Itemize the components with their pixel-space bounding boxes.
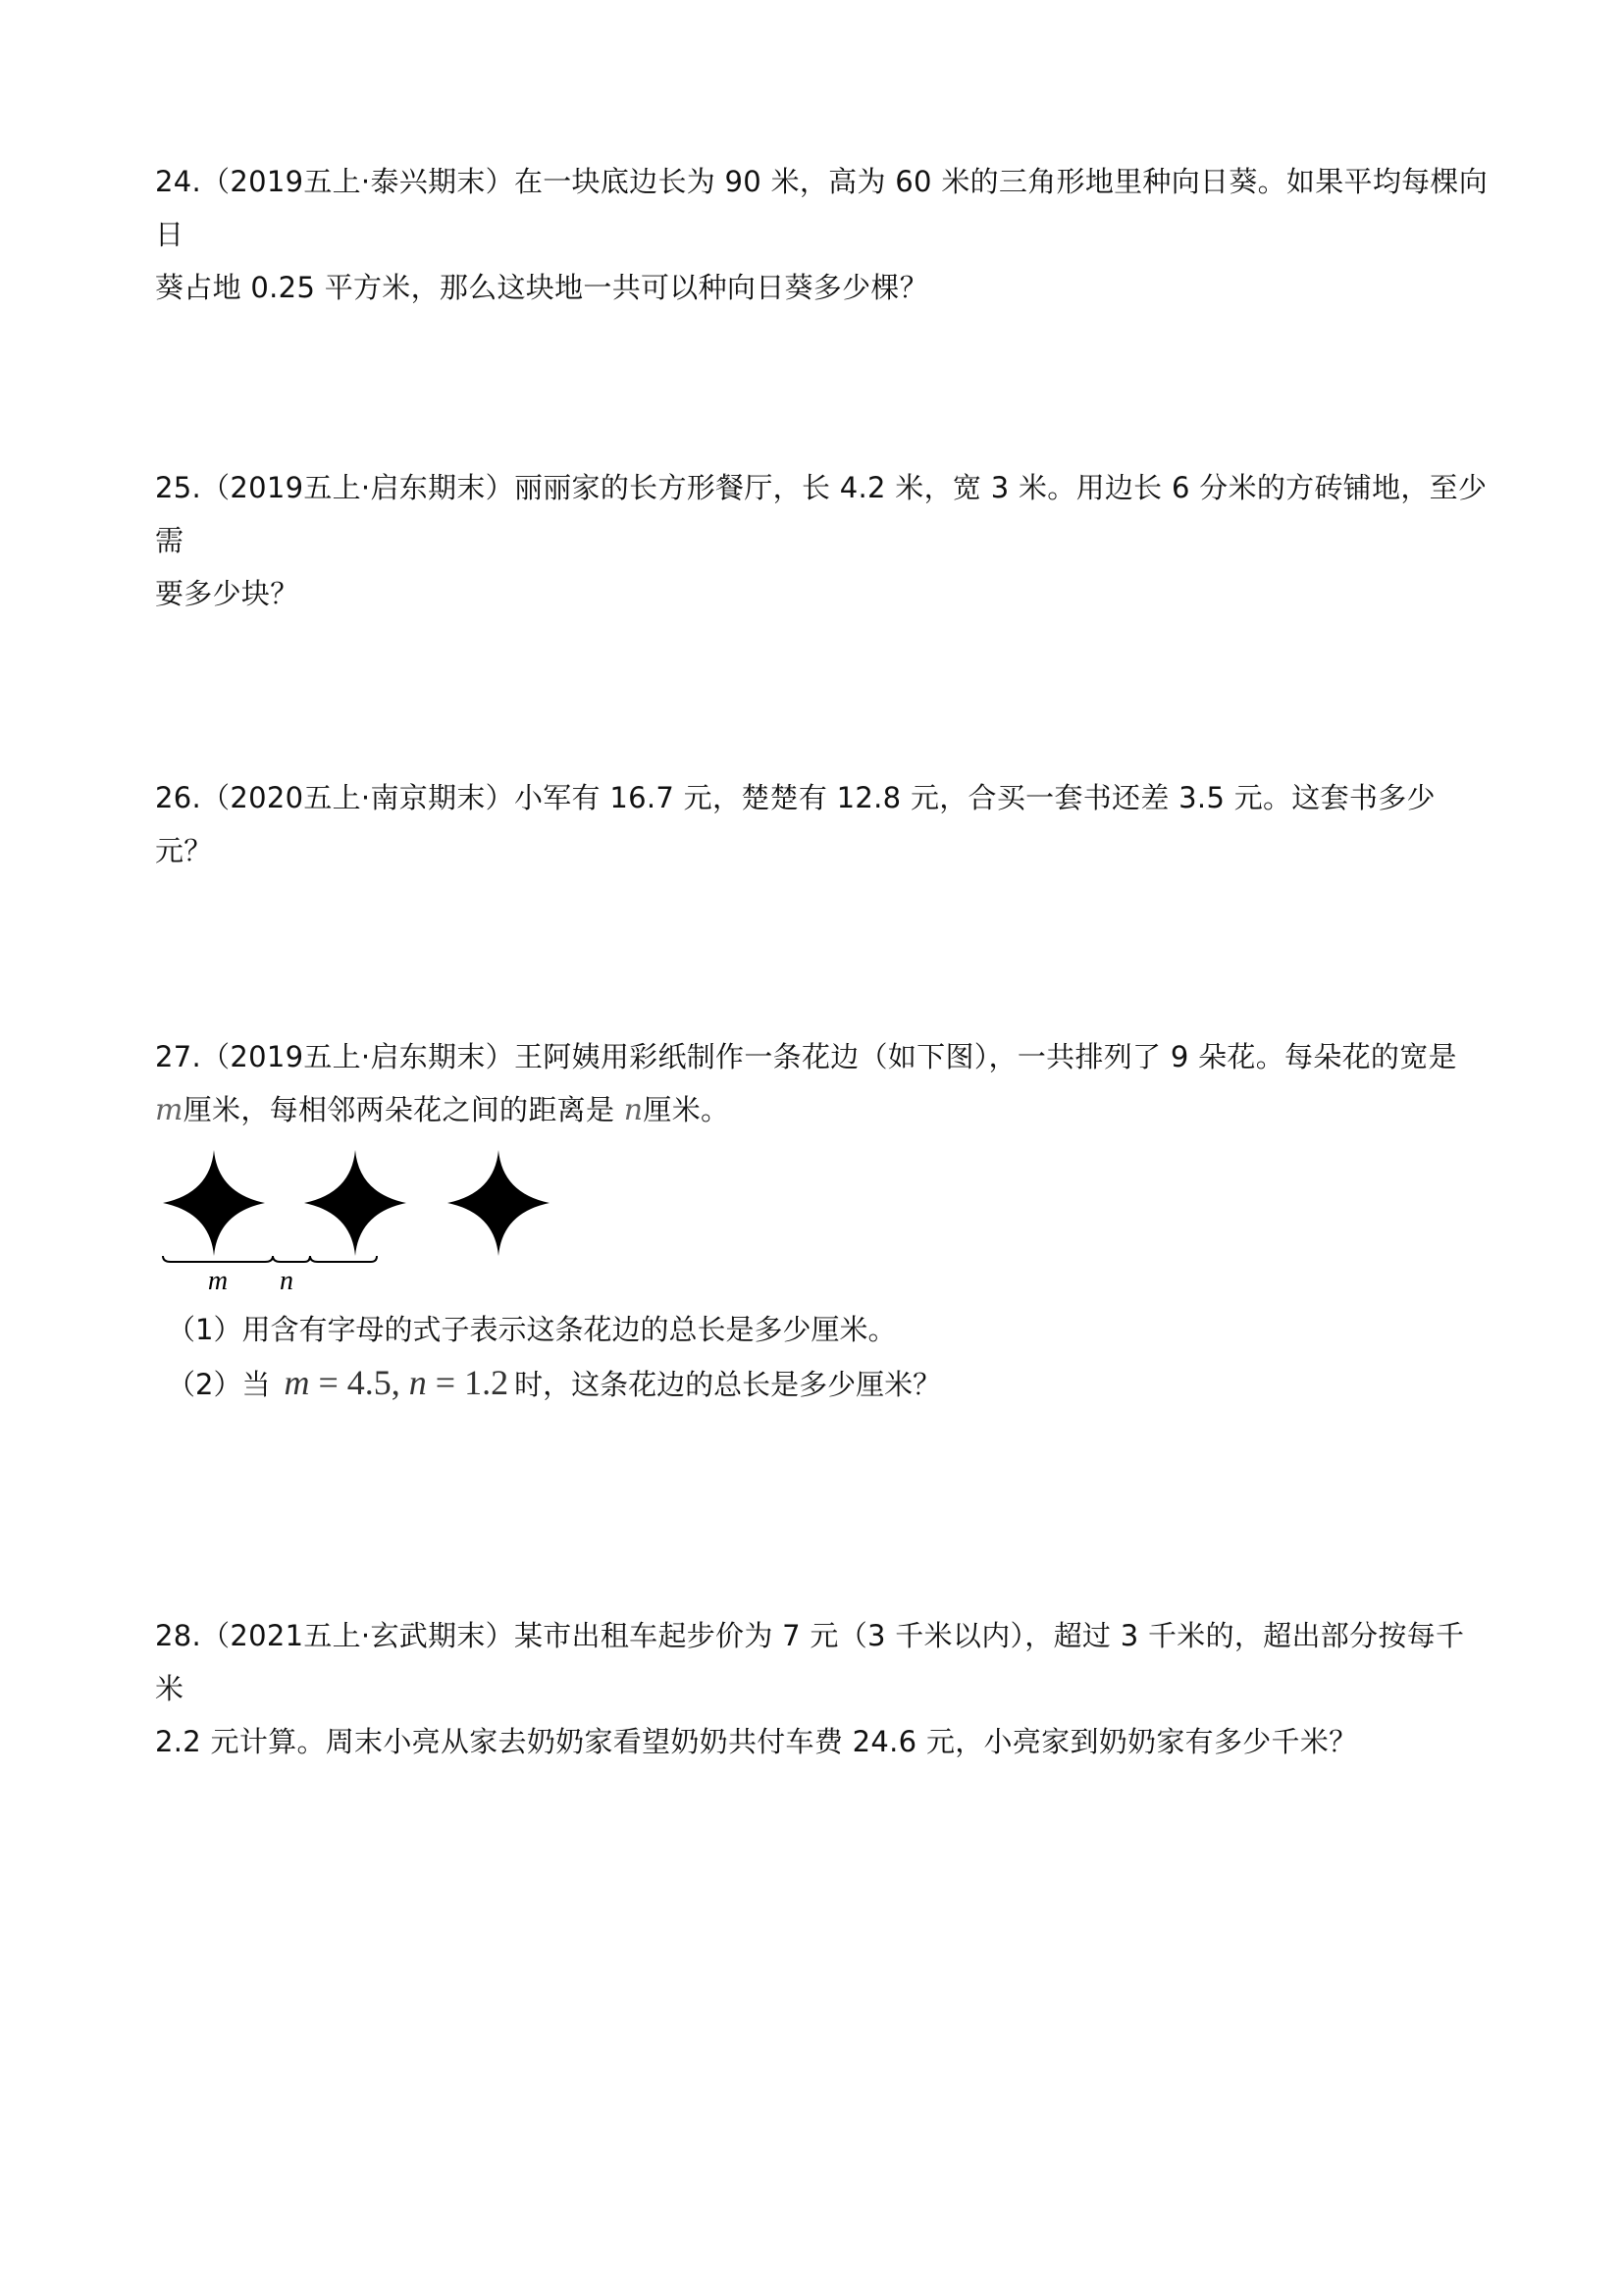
question-27-part-2-suffix: 时，这条花边的总长是多少厘米？ bbox=[514, 1368, 942, 1401]
question-27-line-2-text-b: 厘米。 bbox=[643, 1093, 730, 1126]
question-28-line-2: 2.2 元计算。周末小亮从家去奶奶家看望奶奶共付车费 24.6 元，小亮家到奶奶家有多少千米？ bbox=[155, 1725, 1358, 1758]
question-27-part-1: （1）用含有字母的式子表示这条花边的总长是多少厘米。 bbox=[167, 1313, 897, 1346]
question-25-line-2: 要多少块？ bbox=[155, 577, 299, 610]
question-25 bbox=[155, 461, 1490, 620]
question-25-line-1: 25.（2019五上·启东期末）丽丽家的长方形餐厅，长 4.2 米，宽 3 米。用边长 6 分米的方砖铺地，至少需 bbox=[155, 471, 1488, 557]
question-27-part-2 bbox=[167, 1356, 941, 1411]
question-27-part-2-prefix: （2）当 bbox=[167, 1368, 271, 1401]
width-brace bbox=[163, 1256, 377, 1262]
figure-label-n: n bbox=[280, 1266, 293, 1296]
question-27-line-2 bbox=[155, 1083, 1490, 1137]
question-27-line-1: 27.（2019五上·启东期末）王阿姨用彩纸制作一条花边（如下图），一共排列了 9 朵花。每朵花的宽是 bbox=[155, 1040, 1457, 1073]
question-24 bbox=[155, 155, 1490, 314]
figure-label-m: m bbox=[207, 1266, 229, 1296]
question-24-line-2: 葵占地 0.25 平方米，那么这块地一共可以种向日葵多少棵？ bbox=[155, 271, 929, 304]
flower-icon bbox=[163, 1150, 265, 1256]
flower-border-figure bbox=[157, 1146, 569, 1303]
question-28 bbox=[155, 1609, 1490, 1768]
variable-n: n bbox=[623, 1093, 644, 1127]
expr-variable-n: n bbox=[408, 1363, 427, 1402]
question-27-line-2-text-a: 厘米，每相邻两朵花之间的距离是 bbox=[183, 1093, 615, 1126]
variable-m: m bbox=[155, 1093, 183, 1127]
question-28-line-1: 28.（2021五上·玄武期末）某市出租车起步价为 7 元（3 千米以内），超过 3 千米的，超出部分按每千米 bbox=[155, 1619, 1465, 1705]
expr-variable-m: m bbox=[284, 1363, 310, 1402]
question-24-line-1: 24.（2019五上·泰兴期末）在一块底边长为 90 米，高为 60 米的三角形地里种向日葵。如果平均每棵向日 bbox=[155, 165, 1489, 251]
flower-icon bbox=[304, 1150, 406, 1256]
question-27 bbox=[155, 1030, 1490, 1137]
question-26 bbox=[155, 771, 1490, 877]
expr-value-n: = 1.2 bbox=[426, 1363, 509, 1402]
math-expression bbox=[284, 1363, 508, 1402]
question-26-line-1: 26.（2020五上·南京期末）小军有 16.7 元，楚楚有 12.8 元，合买一套书还差 3.5 元。这套书多少元？ bbox=[155, 781, 1436, 867]
expr-value-m: = 4.5, bbox=[309, 1363, 409, 1402]
flower-icon bbox=[447, 1150, 550, 1256]
